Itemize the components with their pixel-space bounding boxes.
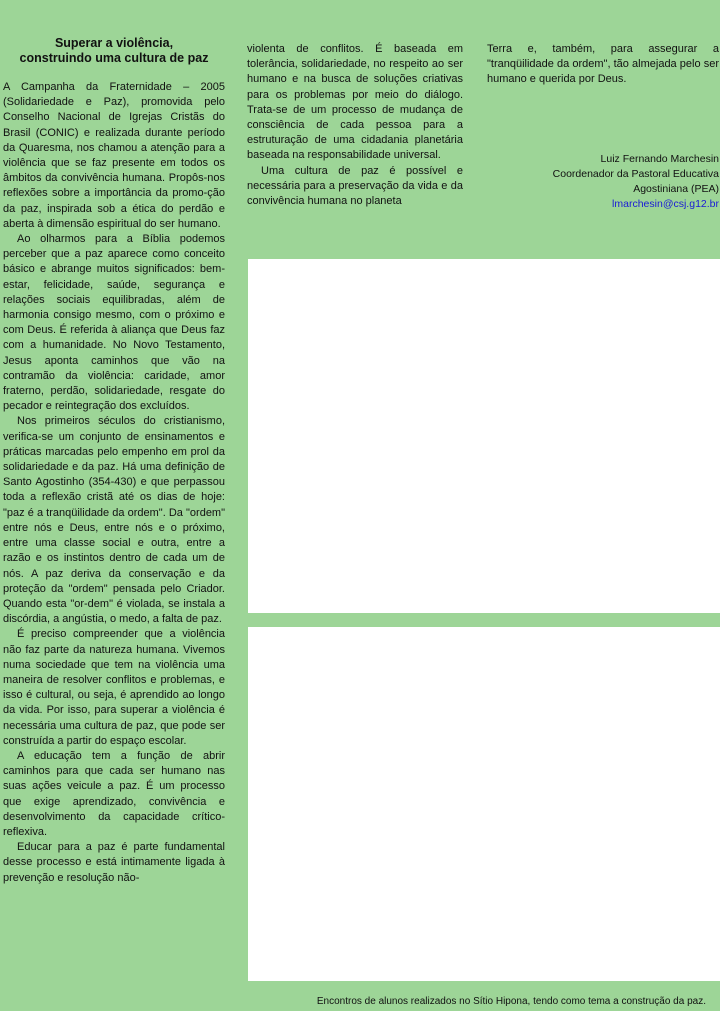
article-column-1 <box>3 36 225 886</box>
article-column-3 <box>487 42 719 212</box>
article-title <box>3 36 225 66</box>
paragraph: violenta de conflitos. É baseada em tolerância, solidariedade, no respeito ao ser humano e na busca de soluções criativas para os problemas por meio do diálogo. Trata-se de um processo de mudança de consciência de cada pessoa para a estruturação de uma cidadania planetária baseada na responsabilidade universal. <box>247 43 463 162</box>
paragraph: A Campanha da Fraternidade – 2005 (Solidariedade e Paz), promovida pelo Conselho Nacional de Igrejas Cristãs do Brasil (CONIC) e realizada durante período da Quaresma, nos chamou a atenção para a violência que se faz presente em todos os âmbitos da convivência humana. Propôs-nos reflexões sobre a importância da promo-ção da paz, inspirada sob a ética do perdão e aberta à dimensão espiritual do ser humano. <box>3 81 225 230</box>
paragraph: Uma cultura de paz é possível e necessária para a preservação da vida e da convivência humana no planeta <box>247 164 463 208</box>
paragraph: É preciso compreender que a violência não faz parte da natureza humana. Vivemos numa sociedade que tem na violência uma maneira de resolver conflitos e problemas, e isso é cultural, ou seja, é aprendido ao longo da vida. Por isso, para superar a violência é necessária uma cultura de paz, que pode ser construída a partir do espaço escolar. <box>3 628 225 747</box>
article-title-line-2: construindo uma cultura de paz <box>19 51 209 65</box>
article-column-2 <box>247 42 463 209</box>
author-email-link[interactable]: lmarchesin@csj.g12.br <box>612 197 719 210</box>
article-title-line-1: Superar a violência, <box>54 36 174 50</box>
paragraph: Educar para a paz é parte fundamental desse processo e está intimamente ligada à prevenção e resolução não- <box>3 841 225 884</box>
photo-caption: Encontros de alunos realizados no Sítio Hipona, tendo como tema a construção da paz. <box>316 996 706 1007</box>
author-name: Luiz Fernando Marchesin <box>600 152 719 165</box>
photo-placeholder-bottom <box>248 627 720 981</box>
author-signature <box>487 152 719 212</box>
paragraph: Nos primeiros séculos do cristianismo, verifica-se um conjunto de ensinamentos e práticas marcadas pelo empenho em prol da solidariedade e da paz. Há uma definição de Santo Agostinho (354-430) e que perpassou toda a reflexão cristã até os dias de hoje: "paz é a tranqüilidade da ordem". Da "ordem" entre nós e Deus, entre nós e o próximo, entre uma classe social e outra, entre a razão e os instintos dentro de cada um de nós. A paz deriva da conservação e da proteção da "ordem" pensada pelo Criador. Quando esta "or-dem" é violada, se instala a discórdia, a angústia, o medo, a falta de paz. <box>3 415 225 626</box>
author-role: Coordenador da Pastoral Educativa <box>552 167 719 180</box>
photo-placeholder-top <box>248 259 720 613</box>
paragraph: A educação tem a função de abrir caminhos para que cada ser humano nas suas ações veicule a paz. É um processo que exige aprendizado, convivência e desenvolvimento da capacidade crítico-reflexiva. <box>3 749 225 838</box>
paragraph: Terra e, também, para assegurar a "tranqüilidade da ordem", tão almejada pelo ser humano e querida por Deus. <box>487 43 719 86</box>
author-org: Agostiniana (PEA) <box>633 182 719 195</box>
paragraph: Ao olharmos para a Bíblia podemos perceber que a paz aparece como conceito básico e abrange muitos significados: bem-estar, felicidade, saúde, segurança e relações sociais equilibradas, além de harmonia consigo mesmo, com o próximo e com Deus. É referida à aliança que Deus faz com a humanidade. No Novo Testamento, Jesus aponta caminhos que vão na contramão da violência: caridade, amor fraterno, perdão, solidariedade, resgate do pecador e reintegração dos excluídos. <box>3 233 225 413</box>
